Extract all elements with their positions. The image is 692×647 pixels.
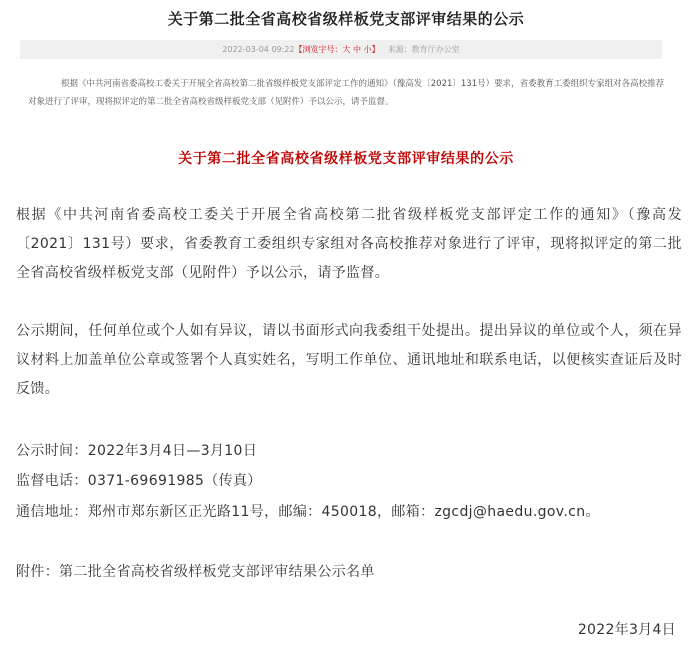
header-image-datetime: 2022-03-04 09:22 bbox=[222, 45, 295, 54]
header-image-title: 关于第二批全省高校省级样板党支部评审结果的公示 bbox=[167, 10, 525, 28]
font-size-label-end: 】 bbox=[371, 45, 380, 54]
mailing-address: 通信地址：郑州市郑东新区正光路11号，邮编：450018，邮箱：zgcdj@haedu.gov.cn。 bbox=[16, 504, 600, 520]
header-screenshot-image bbox=[0, 0, 692, 118]
header-image-body: 根据《中共河南省委高校工委关于开展全省高校第二批省级样板党支部评定工作的通知》（豫高发〔2021〕131号）要求，省委教育工委组织专家组对各高校推荐对象进行了评审，现将拟评定的第二批全省高校省级样板党支部（见附件）予以公示，请予监督。 bbox=[28, 79, 665, 107]
header-image-source: 来源：教育厅办公室 bbox=[387, 45, 460, 54]
supervision-phone: 监督电话：0371-69691985（传真） bbox=[16, 473, 262, 489]
font-size-medium[interactable]: 中 bbox=[353, 45, 362, 54]
paragraph-objection: 公示期间，任何单位或个人如有异议，请以书面形式向我委组干处提出。提出异议的单位或个人，须在异议材料上加盖单位公章或签署个人真实姓名，写明工作单位、通讯地址和联系电话，以便核实查证后及时反馈。 bbox=[16, 323, 682, 397]
document-date: 2022年3月4日 bbox=[577, 622, 676, 638]
font-size-large[interactable]: 大 bbox=[342, 45, 351, 54]
attachment-link[interactable]: 附件：第二批全省高校省级样板党支部评审结果公示名单 bbox=[16, 564, 375, 580]
publicity-period: 公示时间：2022年3月4日—3月10日 bbox=[16, 443, 258, 459]
header-image-meta bbox=[20, 40, 662, 59]
font-size-label: 【浏览字号： bbox=[294, 45, 343, 54]
paragraph-basis: 根据《中共河南省委高校工委关于开展全省高校第二批省级样板党支部评定工作的通知》（豫高发〔2021〕131号）要求，省委教育工委组织专家组对各高校推荐对象进行了评审，现将拟评定的第二批全省高校省级样板党支部（见附件）予以公示，请予监督。 bbox=[16, 207, 682, 281]
document-title: 关于第二批全省高校省级样板党支部评审结果的公示 bbox=[178, 151, 514, 167]
font-size-small[interactable]: 小 bbox=[363, 45, 372, 54]
